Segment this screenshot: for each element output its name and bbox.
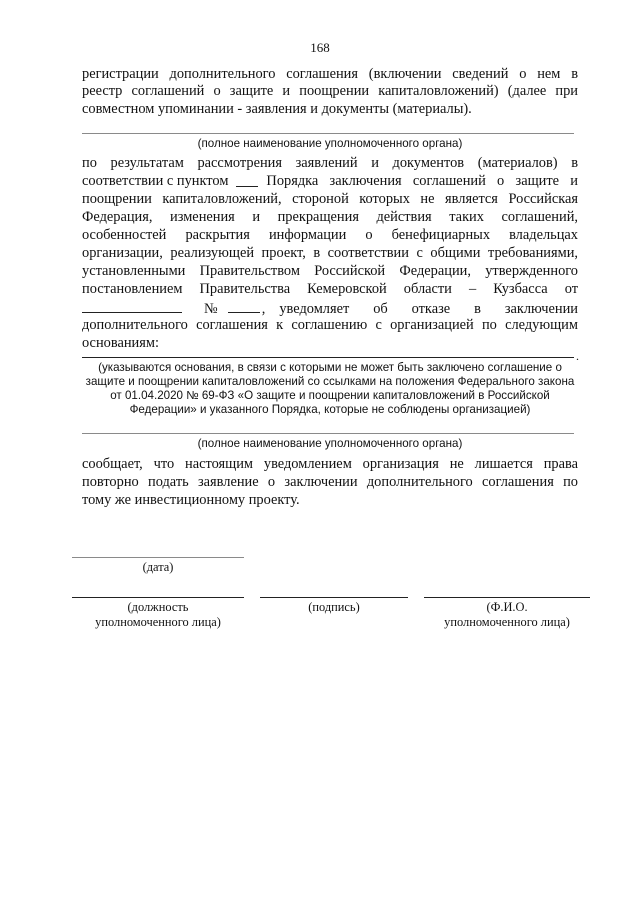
page-number: 168	[310, 40, 330, 55]
text-line: поощрении капиталовложений, стороной которых не является Российская	[82, 191, 578, 207]
caption-line: Федерации» и указанного Порядка, которые не соблюдены организацией)	[129, 403, 531, 416]
authority-fill-line	[82, 133, 574, 134]
signature-label: (подпись)	[308, 600, 360, 614]
name-label: (Ф.И.О.	[486, 600, 528, 614]
text-line	[82, 173, 578, 190]
text-line: основаниям:	[82, 335, 159, 351]
caption-line: от 01.04.2020 № 69-ФЗ «О защите и поощрении капиталовложений в Российской	[110, 389, 550, 402]
date-line	[72, 557, 244, 558]
document-number-blank	[228, 299, 260, 313]
date-label: (дата)	[142, 560, 174, 574]
text-line: дополнительного соглашения к соглашению с организацией по следующим	[82, 317, 578, 333]
position-label: уполномоченного лица)	[95, 615, 221, 629]
position-line	[72, 597, 244, 598]
clause-prefix: соответствии с пунктом	[82, 173, 229, 189]
number-sign: №	[204, 301, 218, 317]
text-line: № , уведомляет об отказе в заключении	[82, 299, 578, 316]
text-line: тому же инвестиционному проекту.	[82, 492, 300, 508]
text-line: совместном упоминании - заявления и документы (материалы).	[82, 101, 472, 117]
authority-caption: (полное наименование уполномоченного органа)	[197, 437, 463, 450]
notice-text: уведомляет об отказе в заключении	[279, 301, 578, 317]
clause-number-blank	[236, 173, 258, 187]
text-line: организации, реализующей проект, в соответствии с общими требованиями,	[82, 245, 578, 261]
name-line	[424, 597, 590, 598]
caption-line: (указываются основания, в связи с которыми не может быть заключено соглашение о	[98, 361, 562, 374]
grounds-fill-line	[82, 357, 574, 358]
text-line: особенностей раскрытия информации о бенефициарных владельцах	[82, 227, 578, 243]
text-line: постановлением Правительства Кемеровской области – Кузбасса от	[82, 281, 578, 297]
text-line: Федерация, изменения и прекращения действия таких соглашений,	[82, 209, 578, 225]
authority-caption: (полное наименование уполномоченного органа)	[197, 137, 463, 150]
text-line: сообщает, что настоящим уведомлением организация не лишается права	[82, 456, 578, 472]
text-line: повторно подать заявление о заключении дополнительного соглашения по	[82, 474, 578, 490]
authority-fill-line	[82, 433, 574, 434]
name-label: уполномоченного лица)	[444, 615, 570, 629]
text-line: по результатам рассмотрения заявлений и документов (материалов) в	[82, 155, 578, 171]
date-blank	[82, 299, 182, 313]
signature-line	[260, 597, 408, 598]
text-line: реестр соглашений о защите и поощрении капиталовложений) (далее при	[82, 83, 578, 99]
caption-line: защите и поощрении капиталовложений со ссылками на положения Федерального закона	[85, 375, 575, 388]
text-line: установленными Правительством Российской Федерации, утвержденного	[82, 263, 578, 279]
text-line: регистрации дополнительного соглашения (включении сведений о нем в	[82, 66, 578, 82]
position-label: (должность	[127, 600, 189, 614]
clause-text: Порядка заключения соглашений о защите и	[266, 173, 578, 189]
